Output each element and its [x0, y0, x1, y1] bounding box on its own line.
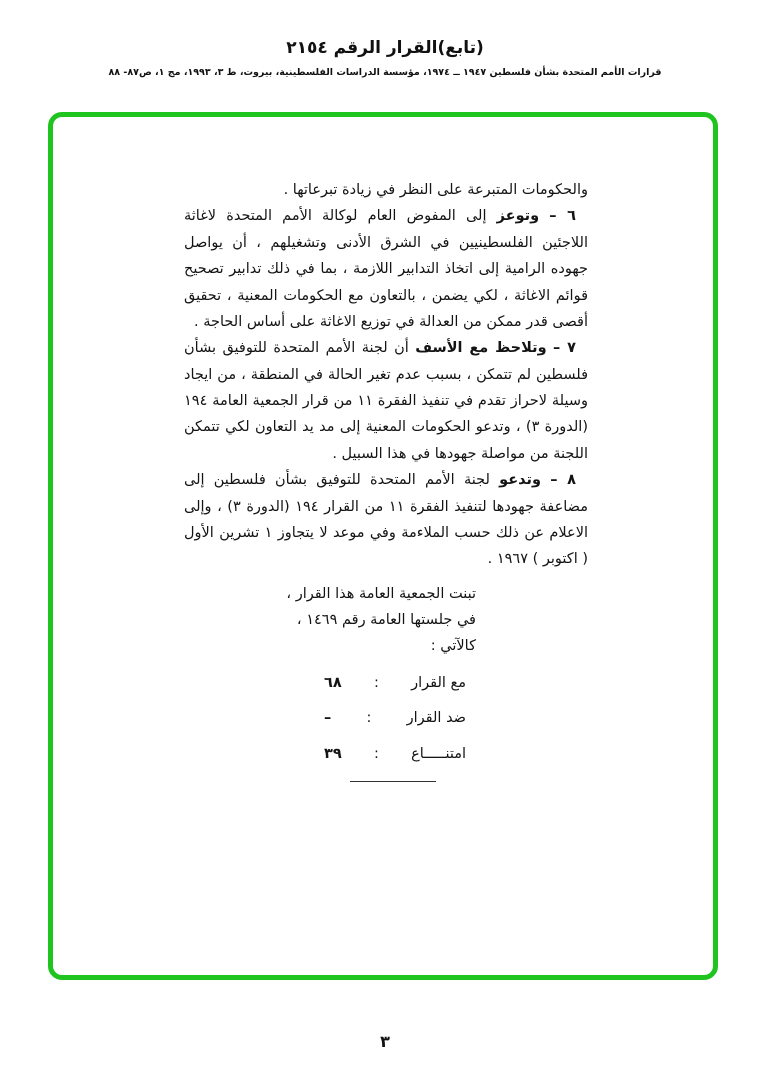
- paragraph-6-lead: وتوعز: [496, 208, 540, 225]
- paragraph-8-text: لجنة الأمم المتحدة للتوفيق بشأن فلسطين إلى مضاعفة جهودها لتنفيذ الفقرة ١١ من القرار ١٩٤ (الدورة ٣) ، وإلى الاعلام عن ذلك حسب الملاءمة وفي موعد لا يتجاوز ١ تشرين الأول ( اكتوبر ) ١٩٦٧ .: [184, 472, 588, 568]
- vote-abstain-label: امتنـــــاع: [411, 745, 466, 762]
- scanned-text-block: [184, 177, 588, 782]
- vote-for-label: مع القرار: [411, 674, 466, 691]
- paragraph-6: [184, 203, 588, 335]
- paragraph-6-text: إلى المفوض العام لوكالة الأمم المتحدة لاغاثة اللاجئين الفلسطينيين في الشرق الأدنى وتشغيلهم ، أن يواصل جهوده الرامية إلى اتخاذ التدابير اللازمة ، بما في ذلك تدابير تصحيح قوائم الاغاثة ، لكي يضمن ، بالتعاون مع الحكومات المعنية ، تحقيق أقصى قدر ممكن من العدالة في توزيع الاغاثة على أساس الحاجة .: [184, 208, 588, 330]
- page-footer: [0, 1032, 770, 1051]
- page-number: ٣: [380, 1032, 390, 1051]
- paragraph-8: [184, 467, 588, 573]
- paragraph-6-number: ٦ –: [549, 208, 576, 225]
- paragraph-8-number: ٨ –: [550, 472, 577, 489]
- adoption-line-2: في جلستها العامة رقم ١٤٦٩ ،: [296, 612, 476, 628]
- paragraph-7-number: ٧ –: [553, 340, 577, 357]
- paragraph-8-lead: وتدعو: [499, 472, 541, 489]
- scan-frame: [48, 112, 718, 980]
- adoption-block: [184, 581, 476, 660]
- vote-for-colon: :: [373, 674, 379, 691]
- vote-results: [184, 670, 466, 767]
- separator-line: [350, 781, 436, 782]
- document-header: [0, 38, 770, 78]
- vote-abstain-colon: :: [373, 745, 379, 762]
- paragraph-7-lead: وتلاحظ مع الأسف: [415, 340, 547, 357]
- vote-against-colon: :: [366, 710, 372, 727]
- vote-row-against: [324, 705, 466, 731]
- vote-row-abstain: [324, 741, 466, 767]
- vote-against-value: –: [324, 710, 332, 727]
- vote-row-for: [324, 670, 466, 696]
- adoption-line-3: كالآتي :: [430, 638, 476, 655]
- vote-abstain-value: ٣٩: [324, 745, 342, 762]
- vote-against-label: ضد القرار: [406, 710, 466, 727]
- intro-line: والحكومات المتبرعة على النظر في زيادة تبرعاتها .: [283, 182, 588, 198]
- adoption-line-1: تبنت الجمعية العامة هذا القرار ،: [286, 585, 476, 602]
- paragraph-7-text: أن لجنة الأمم المتحدة للتوفيق بشأن فلسطين لم تتمكن ، بسبب عدم تغير الحالة في المنطقة ، من ايجاد وسيلة لاحراز تقدم في تنفيذ الفقرة ١١ من قرار الجمعية العامة ١٩٤ (الدورة ٣) ، وتدعو الحكومات المعنية إلى مد يد التعاون لكي تتمكن اللجنة من مواصلة جهودها في هذا السبيل .: [184, 340, 588, 462]
- citation-line: قرارات الأمم المتحدة بشأن فلسطين ١٩٤٧ ــ ١٩٧٤، مؤسسة الدراسات الفلسطينية، بيروت، ط ٣، ١٩٩٣، مج ١، ص٨٧- ٨٨: [108, 67, 662, 78]
- vote-for-value: ٦٨: [324, 674, 342, 691]
- document-title: (تابع)القرار الرقم ٢١٥٤: [286, 38, 484, 58]
- paragraph-7: [184, 335, 588, 467]
